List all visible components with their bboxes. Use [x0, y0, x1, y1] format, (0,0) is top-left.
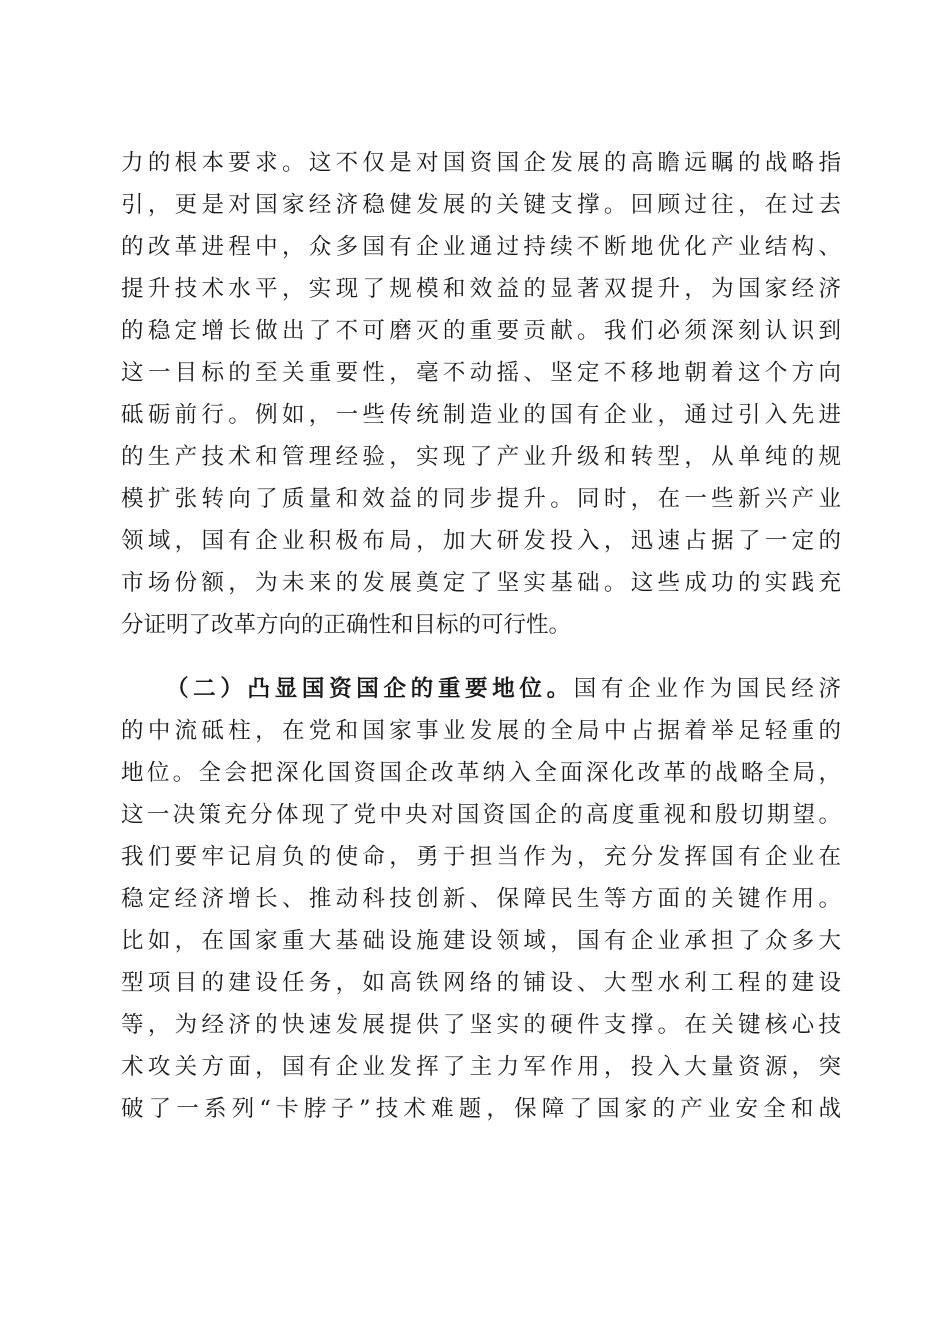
section-line-5: 稳定经济增长、推动科技创新、保障民生等方面的关键作用。 — [121, 886, 841, 912]
section-line-7: 型项目的建设任务，如高铁网络的铺设、大型水利工程的建设 — [121, 970, 841, 996]
text-line-10: 领域，国有企业积极布局，加大研发投入，迅速占据了一定的 — [121, 528, 841, 554]
section-heading: （二）凸显国资国企的重要地位。 — [166, 676, 574, 702]
section-line-3: 这一决策充分体现了党中央对国资国企的高度重视和殷切期望。 — [121, 802, 841, 828]
text-line-6: 这一目标的至关重要性，毫不动摇、坚定不移地朝着这个方向 — [121, 360, 841, 386]
section-heading-line — [166, 669, 841, 709]
section-line-4: 我们要牢记肩负的使命，勇于担当作为，充分发挥国有企业在 — [121, 844, 841, 870]
section-line-8: 等，为经济的快速发展提供了坚实的硬件支撑。在关键核心技 — [121, 1012, 841, 1038]
text-line-9: 模扩张转向了质量和效益的同步提升。同时，在一些新兴产业 — [121, 486, 841, 512]
text-line-5: 的稳定增长做出了不可磨灭的重要贡献。我们必须深刻认识到 — [121, 318, 841, 344]
text-line-2: 引，更是对国家经济稳健发展的关键支撑。回顾过往，在过去 — [121, 192, 841, 218]
text-line-8: 的生产技术和管理经验，实现了产业升级和转型，从单纯的规 — [121, 444, 841, 470]
text-line-1: 力的根本要求。这不仅是对国资国企发展的高瞻远瞩的战略指 — [121, 150, 841, 176]
text-line-12: 分证明了改革方向的正确性和目标的可行性。 — [121, 612, 572, 638]
section-heading-rest: 国有企业作为国民经济 — [573, 676, 841, 702]
section-line-9: 术攻关方面，国有企业发挥了主力军作用，投入大量资源，突 — [121, 1054, 841, 1080]
section-line-6: 比如，在国家重大基础设施建设领域，国有企业承担了众多大 — [121, 928, 841, 954]
text-line-11: 市场份额，为未来的发展奠定了坚实基础。这些成功的实践充 — [121, 570, 841, 596]
section-line-10: 破了一系列“卡脖子”技术难题，保障了国家的产业安全和战 — [121, 1096, 841, 1122]
section-line-1: 的中流砥柱，在党和国家事业发展的全局中占据着举足轻重的 — [121, 718, 841, 744]
text-line-7: 砥砺前行。例如，一些传统制造业的国有企业，通过引入先进 — [121, 402, 841, 428]
section-line-2: 地位。全会把深化国资国企改革纳入全面深化改革的战略全局， — [121, 760, 841, 786]
text-line-3: 的改革进程中，众多国有企业通过持续不断地优化产业结构、 — [121, 234, 841, 260]
text-line-4: 提升技术水平，实现了规模和效益的显著双提升，为国家经济 — [121, 276, 841, 302]
